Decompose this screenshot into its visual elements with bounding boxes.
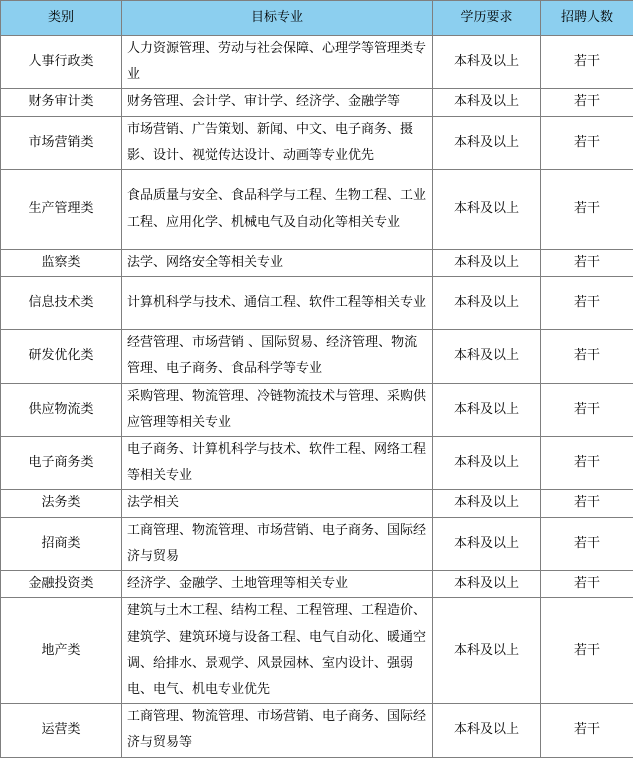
table-row <box>1 437 633 490</box>
education-cell: 本科及以上 <box>433 437 541 490</box>
table-row <box>1 330 633 383</box>
major-cell: 计算机科学与技术、通信工程、软件工程等相关专业 <box>122 277 433 330</box>
major-cell: 工商管理、物流管理、市场营销、电子商务、国际经济与贸易等 <box>122 704 433 757</box>
table-row <box>1 277 633 330</box>
education-cell: 本科及以上 <box>433 517 541 570</box>
education-cell: 本科及以上 <box>433 170 541 250</box>
table-body <box>1 36 633 758</box>
category-cell: 电子商务类 <box>1 437 122 490</box>
category-cell: 法务类 <box>1 490 122 517</box>
category-cell: 招商类 <box>1 517 122 570</box>
major-cell: 经营管理、市场营销 、国际贸易、经济管理、物流管理、电子商务、食品科学等专业 <box>122 330 433 383</box>
headcount-cell: 若干 <box>541 571 633 598</box>
major-cell: 法学、网络安全等相关专业 <box>122 250 433 277</box>
header-major: 目标专业 <box>122 1 433 36</box>
table-row <box>1 116 633 169</box>
category-cell: 研发优化类 <box>1 330 122 383</box>
major-cell: 法学相关 <box>122 490 433 517</box>
category-cell: 财务审计类 <box>1 89 122 116</box>
headcount-cell: 若干 <box>541 437 633 490</box>
education-cell: 本科及以上 <box>433 116 541 169</box>
table-row <box>1 250 633 277</box>
category-cell: 生产管理类 <box>1 170 122 250</box>
category-cell: 地产类 <box>1 598 122 704</box>
headcount-cell: 若干 <box>541 704 633 757</box>
category-cell: 运营类 <box>1 704 122 757</box>
major-cell: 市场营销、广告策划、新闻、中文、电子商务、摄影、设计、视觉传达设计、动画等专业优先 <box>122 116 433 169</box>
category-cell: 人事行政类 <box>1 36 122 89</box>
category-cell: 金融投资类 <box>1 571 122 598</box>
major-cell: 建筑与土木工程、结构工程、工程管理、工程造价、建筑学、建筑环境与设备工程、电气自动化、暖通空调、给排水、景观学、风景园林、室内设计、强弱电、电气、机电专业优先 <box>122 598 433 704</box>
major-cell: 食品质量与安全、食品科学与工程、生物工程、工业工程、应用化学、机械电气及自动化等相关专业 <box>122 170 433 250</box>
table-row <box>1 704 633 757</box>
category-cell: 市场营销类 <box>1 116 122 169</box>
headcount-cell: 若干 <box>541 89 633 116</box>
category-cell: 监察类 <box>1 250 122 277</box>
table-row <box>1 490 633 517</box>
headcount-cell: 若干 <box>541 383 633 436</box>
education-cell: 本科及以上 <box>433 383 541 436</box>
table-row <box>1 36 633 89</box>
table-row <box>1 170 633 250</box>
header-education: 学历要求 <box>433 1 541 36</box>
education-cell: 本科及以上 <box>433 598 541 704</box>
table-row <box>1 571 633 598</box>
headcount-cell: 若干 <box>541 250 633 277</box>
table-row <box>1 383 633 436</box>
education-cell: 本科及以上 <box>433 330 541 383</box>
education-cell: 本科及以上 <box>433 277 541 330</box>
table-row <box>1 89 633 116</box>
major-cell: 采购管理、物流管理、冷链物流技术与管理、采购供应管理等相关专业 <box>122 383 433 436</box>
education-cell: 本科及以上 <box>433 250 541 277</box>
headcount-cell: 若干 <box>541 330 633 383</box>
major-cell: 人力资源管理、劳动与社会保障、心理学等管理类专业 <box>122 36 433 89</box>
header-category: 类别 <box>1 1 122 36</box>
category-cell: 信息技术类 <box>1 277 122 330</box>
table-row <box>1 517 633 570</box>
category-cell: 供应物流类 <box>1 383 122 436</box>
major-cell: 经济学、金融学、土地管理等相关专业 <box>122 571 433 598</box>
education-cell: 本科及以上 <box>433 36 541 89</box>
major-cell: 财务管理、会计学、审计学、经济学、金融学等 <box>122 89 433 116</box>
headcount-cell: 若干 <box>541 170 633 250</box>
header-headcount: 招聘人数 <box>541 1 633 36</box>
education-cell: 本科及以上 <box>433 490 541 517</box>
headcount-cell: 若干 <box>541 116 633 169</box>
headcount-cell: 若干 <box>541 277 633 330</box>
table-row <box>1 598 633 704</box>
education-cell: 本科及以上 <box>433 571 541 598</box>
headcount-cell: 若干 <box>541 598 633 704</box>
education-cell: 本科及以上 <box>433 89 541 116</box>
major-cell: 工商管理、物流管理、市场营销、电子商务、国际经济与贸易 <box>122 517 433 570</box>
education-cell: 本科及以上 <box>433 704 541 757</box>
headcount-cell: 若干 <box>541 490 633 517</box>
major-cell: 电子商务、计算机科学与技术、软件工程、网络工程等相关专业 <box>122 437 433 490</box>
headcount-cell: 若干 <box>541 517 633 570</box>
headcount-cell: 若干 <box>541 36 633 89</box>
table-header-row <box>1 1 633 36</box>
